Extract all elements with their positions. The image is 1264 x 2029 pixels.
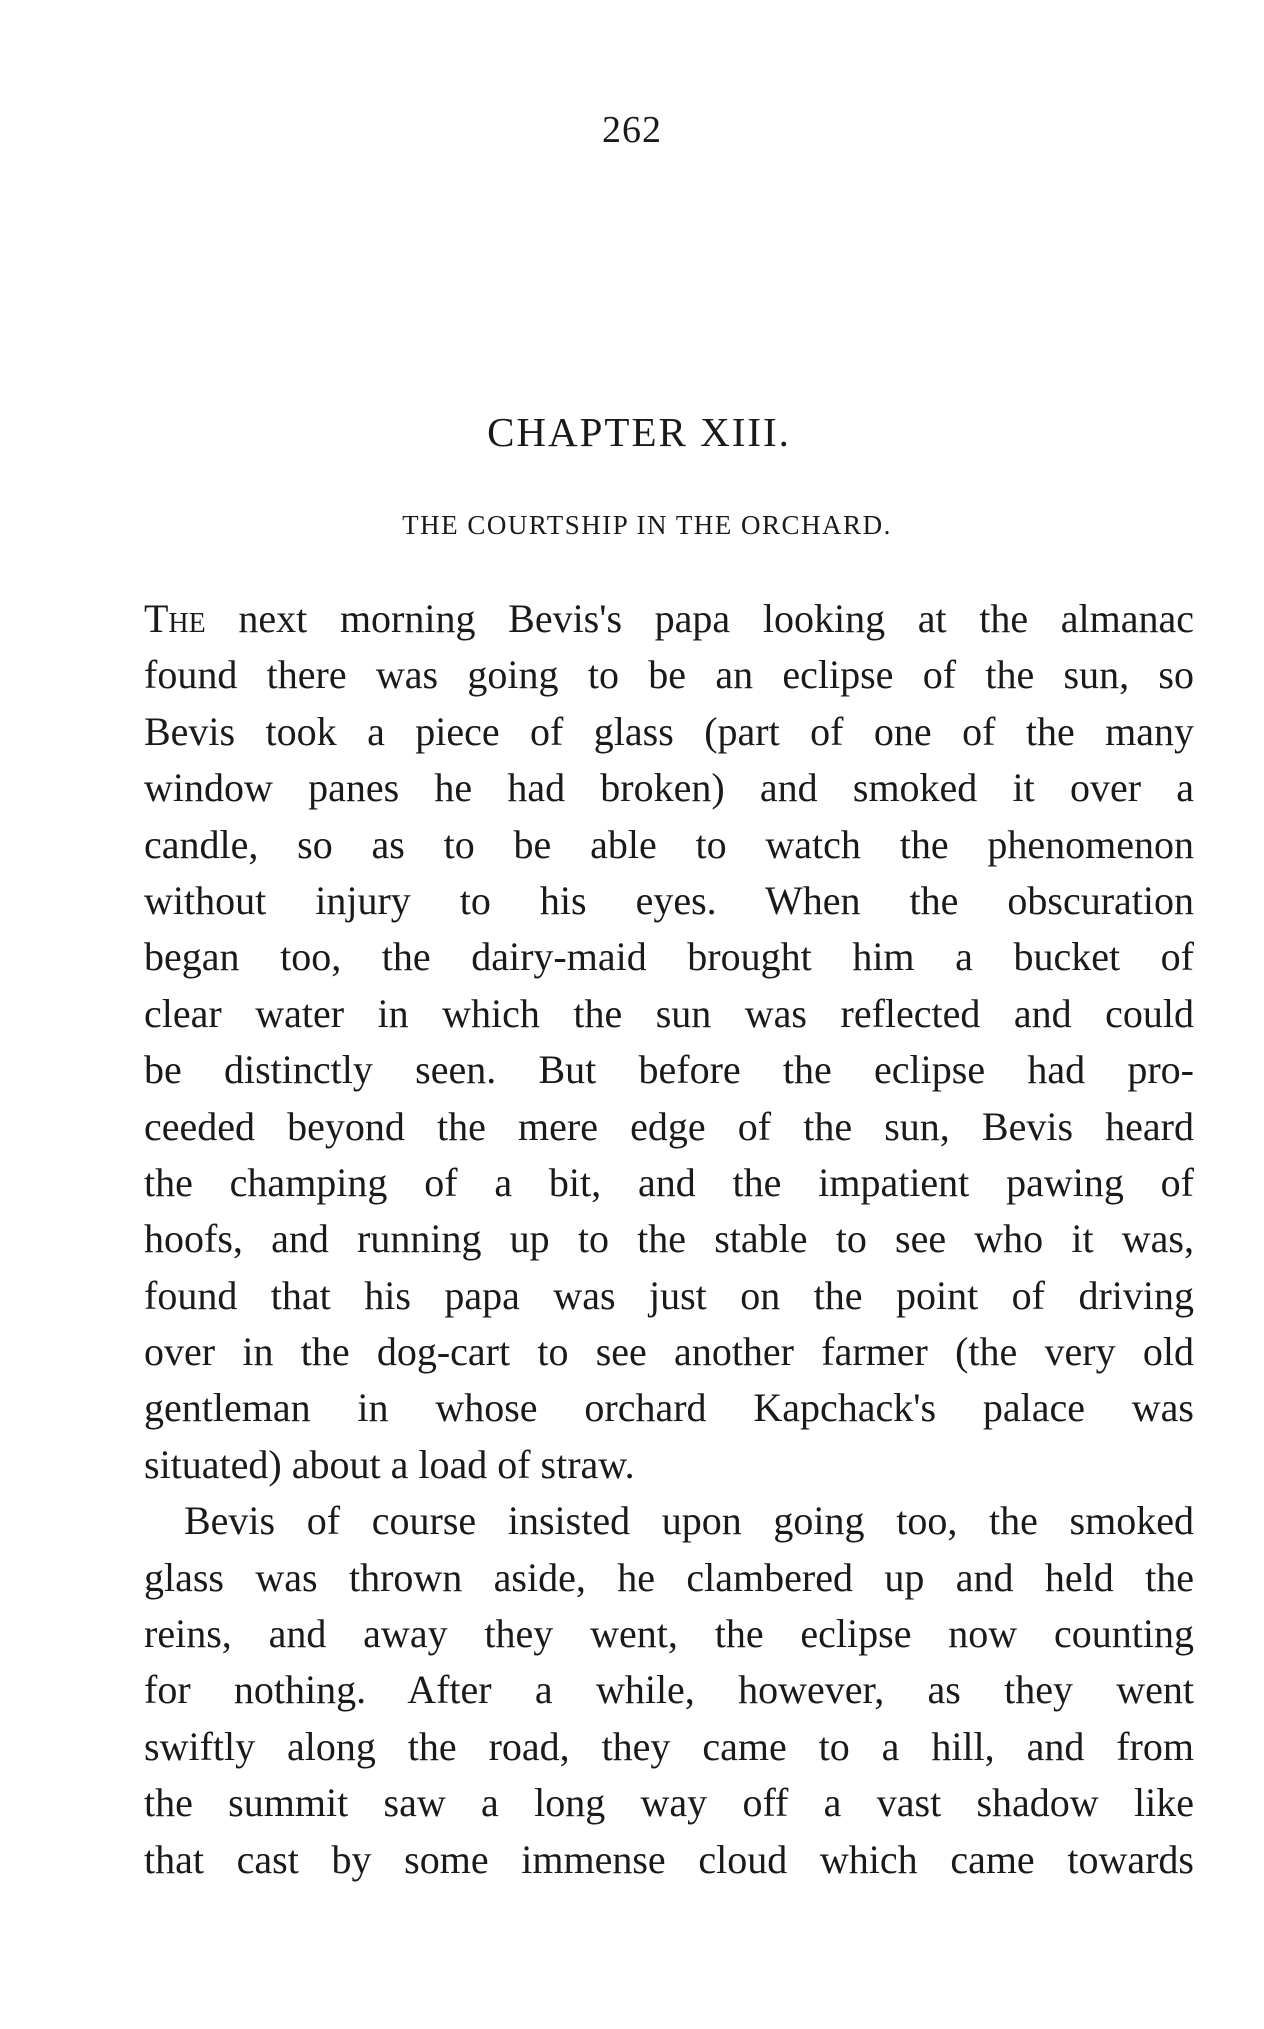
text-line: be distinctly seen. But before the eclipse had pro-: [144, 1047, 1194, 1093]
text-line: Bevis of course insisted upon going too, the smoked: [184, 1498, 1194, 1544]
text-line: Bevis took a piece of glass (part of one of the many: [144, 708, 1194, 754]
text-line: found that his papa was just on the point of driving: [144, 1272, 1194, 1318]
text-line: swiftly along the road, they came to a hill, and from: [144, 1723, 1194, 1769]
text-line: that cast by some immense cloud which came towards: [144, 1836, 1194, 1882]
text-line: for nothing. After a while, however, as they went: [144, 1667, 1194, 1713]
text-line: the summit saw a long way off a vast shadow like: [144, 1780, 1194, 1826]
text-line: hoofs, and running up to the stable to see who it was,: [144, 1216, 1194, 1262]
page-number: 262: [602, 109, 662, 151]
text-line: without injury to his eyes. When the obscuration: [144, 877, 1194, 923]
text-line: situated) about a load of straw.: [144, 1441, 635, 1487]
text-line: the champing of a bit, and the impatient pawing of: [144, 1159, 1194, 1205]
text-line: over in the dog-cart to see another farmer (the very old: [144, 1329, 1194, 1375]
text-line: gentleman in whose orchard Kapchack's palace was: [144, 1385, 1194, 1431]
text-line: glass was thrown aside, he clambered up and held the: [144, 1554, 1194, 1600]
text-line: clear water in which the sun was reflected and could: [144, 990, 1194, 1036]
text-line: candle, so as to be able to watch the phenomenon: [144, 821, 1194, 867]
text-line: found there was going to be an eclipse of the sun, so: [144, 652, 1194, 698]
chapter-title: CHAPTER XIII.: [487, 409, 791, 455]
body-text: [144, 591, 1194, 1888]
text-line: reins, and away they went, the eclipse now counting: [144, 1611, 1194, 1657]
drop-word: The: [144, 596, 206, 641]
text-line: ceeded beyond the mere edge of the sun, Bevis heard: [144, 1103, 1194, 1149]
text-line: began too, the dairy-maid brought him a bucket of: [144, 934, 1194, 980]
text-line: The next morning Bevis's papa looking at the almanac: [144, 596, 1194, 641]
chapter-subtitle: THE COURTSHIP IN THE ORCHARD.: [402, 510, 892, 540]
text-line: window panes he had broken) and smoked it over a: [144, 765, 1194, 811]
